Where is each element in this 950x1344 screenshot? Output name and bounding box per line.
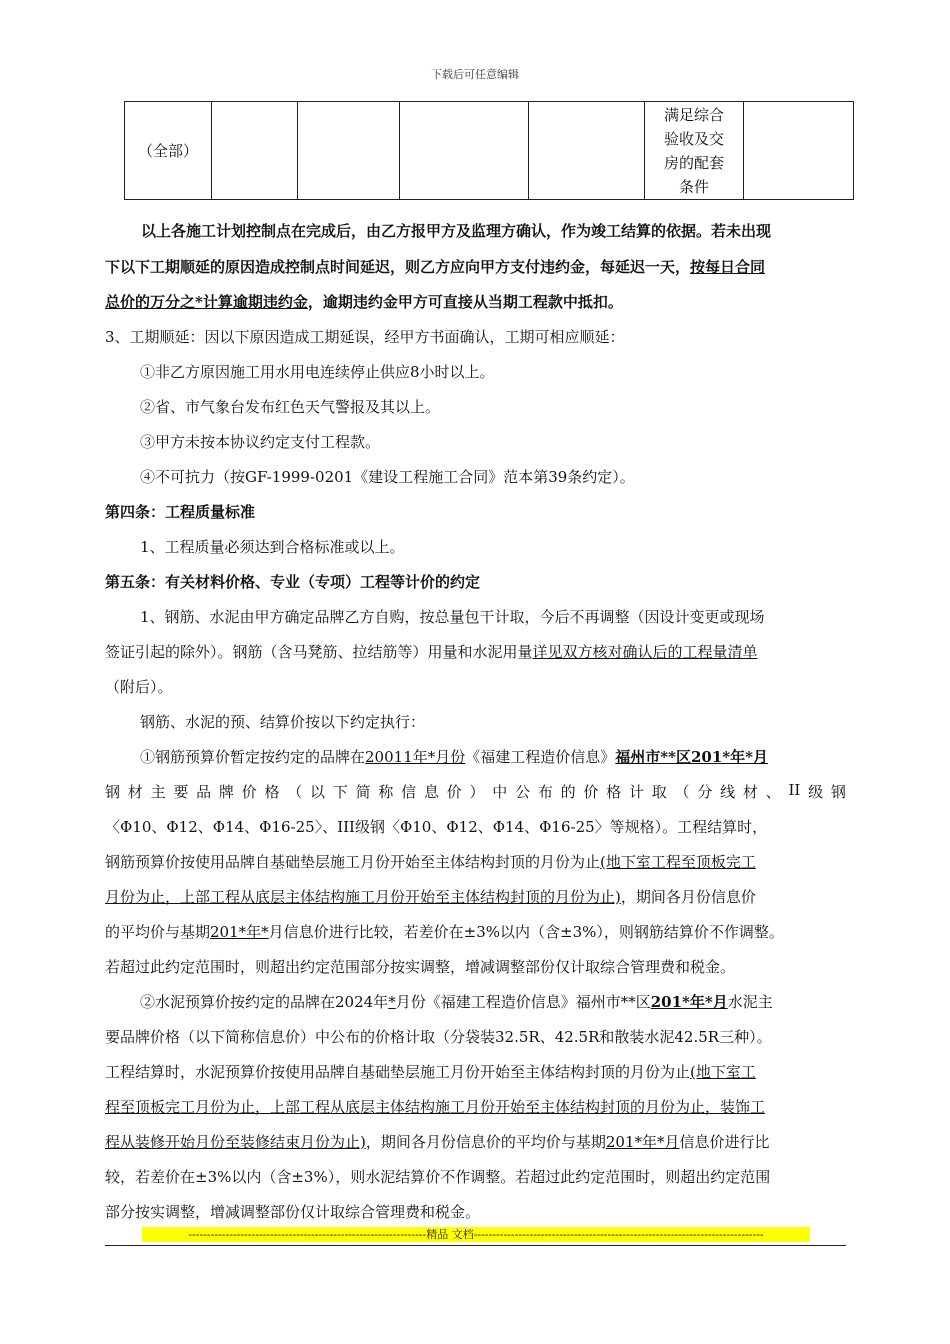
steel-price-region: 福州市**区201*年*月	[615, 748, 768, 766]
steel-line-2-char: 级	[808, 783, 824, 801]
article4-heading: 第四条：工程质量标准	[105, 503, 256, 521]
summary-text: 下以下工期顺延的原因造成控制点时间延迟，则乙方应向甲方支付违约金，每延迟一天，	[105, 258, 691, 276]
footer-dashes: ------------------------------------------------------------------------------	[473, 1228, 764, 1241]
steel-line-2-char: 以	[310, 783, 326, 801]
steel-line-2-char: 简	[355, 783, 371, 801]
steel-line-2-char: 的	[560, 783, 576, 801]
cement-price-period: 201*年*月	[650, 993, 728, 1011]
article5-p1-line3: （附后）。	[105, 678, 173, 696]
article5-heading: 第五条：有关材料价格、专业（专项）工程等计价的约定	[105, 573, 481, 591]
schedule-table	[124, 101, 854, 200]
article5-p2: 钢筋、水泥的预、结算价按以下约定执行：	[140, 713, 426, 731]
note-line: 房的配套	[663, 153, 724, 172]
note-line: 验收及交	[663, 129, 724, 148]
steel-line-3: 〈Φ10、Φ12、Φ14、Φ16-25〉、III级钢〈Φ10、Φ12、Φ14、Φ16-25〉等规格）。工程结算时，	[105, 818, 768, 836]
summary-penalty-rate: 按每日合同	[690, 258, 766, 276]
steel-line-2-char: 分	[697, 783, 713, 801]
steel-text: 月信息价进行比较，若差价在±3%以内（含±3%），则钢筋结算价不作调整。	[268, 923, 784, 941]
cement-text: 水泥主	[727, 993, 773, 1011]
steel-line-5	[105, 886, 756, 907]
page-header: 下载后可任意编辑	[431, 68, 519, 81]
steel-line-2-char: （	[287, 783, 303, 801]
steel-text: 钢筋预算价按使用品牌自基础垫层施工月份开始至主体结构封顶的月份为止	[105, 853, 601, 871]
steel-line-2-char: 息	[423, 783, 439, 801]
steel-period-note: (地下室工程至顶板完工	[600, 853, 756, 871]
steel-line-2-char: 中	[492, 783, 508, 801]
steel-line-2-char: 线	[720, 783, 736, 801]
steel-line-2-char: 格	[264, 783, 280, 801]
steel-line-2-char: 称	[378, 783, 394, 801]
cement-period-note: 程从装修开始月份至装修结束月份为止)	[105, 1133, 366, 1151]
steel-line-2-char: II	[788, 781, 801, 799]
steel-text: ，期间各月份信息价	[620, 888, 756, 906]
steel-period-note: 月份为止，上部工程从底层主体结构施工月份开始至主体结构封顶的月份为止)	[105, 888, 621, 906]
steel-text: 《福建工程造价信息》	[465, 748, 616, 766]
cement-period-note: (地下室工	[690, 1063, 756, 1081]
steel-line-2	[105, 781, 846, 802]
steel-line-2-char: 价	[583, 783, 599, 801]
steel-line-2-char: 钢	[830, 783, 846, 801]
article5-p1-line2	[105, 641, 758, 662]
steel-line-2-char: （	[674, 783, 690, 801]
footer-rule	[105, 1245, 846, 1246]
cement-text: 信息价进行比	[679, 1133, 770, 1151]
steel-line-6	[105, 921, 784, 942]
article4-paragraph: 1、工程质量必须达到合格标准或以上。	[140, 538, 405, 556]
summary-line-1: 以上各施工计划控制点在完成后，由乙方报甲方及监理方确认，作为竣工结算的依据。若未出现	[141, 222, 772, 240]
table-cell	[529, 102, 645, 200]
article5-p1-line1: 1、钢筋、水泥由甲方确定品牌乙方自购，按总量包干计取，今后不再调整（因设计变更或现场	[140, 608, 765, 626]
cement-line-6: 较，若差价在±3%以内（含±3%），则水泥结算价不作调整。若超过此约定范围时，则超出约定范围	[105, 1168, 771, 1186]
p1-text: 签证引起的除外）。钢筋（含马凳筋、拉结筋等）用量和水泥用量	[105, 643, 533, 661]
footer-dashes: ----------------------------------------------------------------	[188, 1228, 427, 1241]
steel-line-2-char: 材	[742, 783, 758, 801]
cement-base-period: 201*年*月	[605, 1133, 680, 1151]
reason-item: ①非乙方原因施工用水用电连续停止供应8小时以上。	[140, 363, 495, 381]
steel-line-2-char: 布	[537, 783, 553, 801]
steel-line-2-char: 信	[401, 783, 417, 801]
p1-quantity-ref: 详见双方核对确认后的工程量清单	[532, 643, 758, 661]
footer-text: 精品 文档	[426, 1228, 474, 1241]
reason-item: ③甲方未按本协议约定支付工程款。	[140, 433, 381, 451]
table-cell	[212, 102, 298, 200]
summary-line-3	[105, 291, 623, 312]
table-row	[125, 102, 854, 200]
steel-line-2-char: 材	[127, 783, 143, 801]
cement-month: *	[388, 993, 396, 1011]
reason-item: ②省、市气象台发布红色天气警报及其以上。	[140, 398, 441, 416]
steel-line-2-char: 计	[628, 783, 644, 801]
steel-text: ①钢筋预算价暂定按约定的品牌在	[140, 748, 366, 766]
steel-line-7: 若超过此约定范围时，则超出约定范围部分按实调整，增减调整部份仅计取综合管理费和税金。	[105, 958, 736, 976]
table-cell-note	[645, 102, 744, 200]
cement-text: ，期间各月份信息价的平均价与基期	[365, 1133, 606, 1151]
reason-item: ④不可抗力（按GF-1999-0201《建设工程施工合同》范本第39条约定）。	[140, 468, 635, 486]
steel-line-2-char: ）	[469, 783, 485, 801]
steel-line-2-char: 牌	[218, 783, 234, 801]
item3-title: 3、工期顺延：因以下原因造成工期延误，经甲方书面确认，工期可相应顺延：	[105, 328, 625, 346]
cement-line-3	[105, 1061, 756, 1082]
steel-line-2-char: 公	[515, 783, 531, 801]
table-cell	[298, 102, 400, 200]
steel-line-2-char: 、	[765, 783, 781, 801]
steel-line-2-char: 下	[332, 783, 348, 801]
cement-text: ②水泥预算价按约定的品牌在2024年	[140, 993, 389, 1011]
steel-line-2-char: 格	[606, 783, 622, 801]
table-cell-scope: （全部）	[125, 102, 212, 200]
summary-text: ，逾期违约金甲方可直接从当期工程款中抵扣。	[307, 293, 623, 311]
steel-base-month: 20011年*月份	[365, 748, 466, 766]
note-line: 条件	[678, 177, 709, 196]
summary-penalty-rate-cont: 总价的万分之*计算逾期违约金	[105, 293, 308, 311]
note-line: 满足综合	[663, 105, 724, 124]
steel-text: 的平均价与基期	[105, 923, 211, 941]
cement-text: 工程结算时，水泥预算价按使用品牌自基础垫层施工月份开始至主体结构封顶的月份为止	[105, 1063, 691, 1081]
steel-line-2-char: 取	[651, 783, 667, 801]
cement-line-5	[105, 1131, 770, 1152]
steel-line-2-char: 价	[446, 783, 462, 801]
steel-line-1	[140, 746, 768, 767]
steel-line-2-char: 价	[241, 783, 257, 801]
cement-line-7: 部分按实调整，增减调整部份仅计取综合管理费和税金。	[105, 1203, 481, 1221]
cement-line-4: 程至顶板完工月份为止，上部工程从底层主体结构施工月份开始至主体结构封顶的月份为止，装饰工	[105, 1098, 766, 1116]
table-cell	[400, 102, 529, 200]
cement-line-2: 要品牌价格（以下简称信息价）中公布的价格计取（分袋装32.5R、42.5R和散装水泥42.5R三种）。	[105, 1028, 772, 1046]
steel-line-2-char: 品	[196, 783, 212, 801]
cement-text: 月份《福建工程造价信息》福州市**区	[395, 993, 651, 1011]
steel-base-period: 201*年*	[210, 923, 269, 941]
steel-line-4	[105, 851, 756, 872]
steel-line-2-char: 主	[150, 783, 166, 801]
footer-banner	[142, 1227, 810, 1242]
steel-line-2-char: 钢	[105, 783, 121, 801]
summary-line-2	[105, 256, 765, 277]
steel-line-2-char: 要	[173, 783, 189, 801]
table-cell	[744, 102, 854, 200]
cement-line-1	[140, 991, 773, 1012]
